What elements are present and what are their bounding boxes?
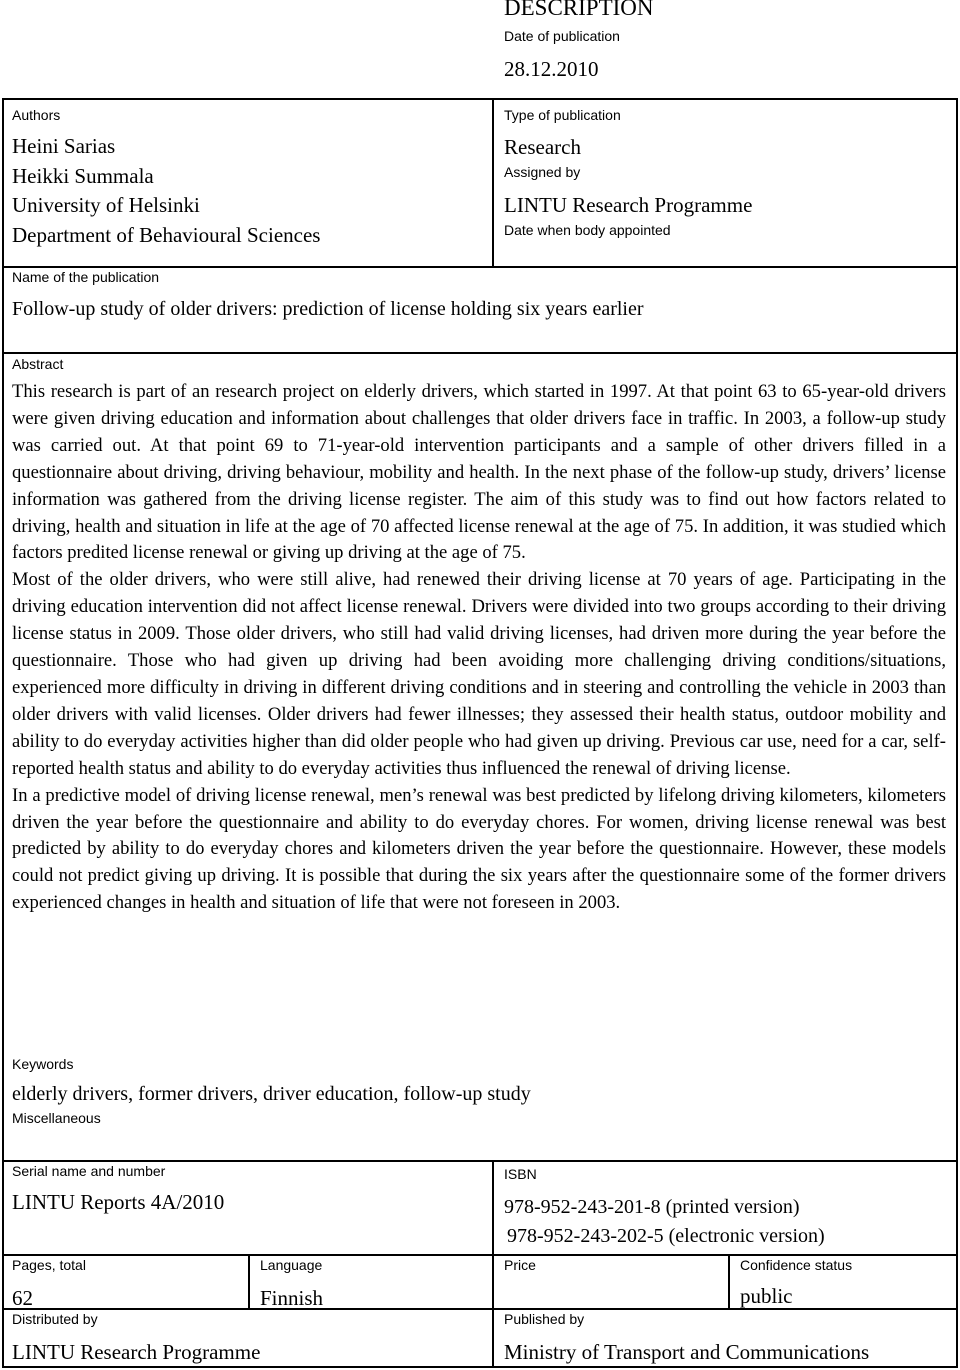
confidence-value: public bbox=[740, 1284, 793, 1308]
distributed-value: LINTU Research Programme bbox=[12, 1340, 261, 1364]
pages-value: 62 bbox=[12, 1286, 33, 1310]
abstract-paragraph: Most of the older drivers, who were still alive, had renewed their driving license at 70 years of age. Participating in the driving education intervention did not affect license renewal. Drivers were divided into two groups according to their driving license status in 2009. Those older drivers, who still had valid driving licenses, had driven more during the year before the questionnaire. Those who had given up driving had been avoiding more challenging driving conditions/situations, experienced more difficulty in driving in different driving conditions and in steering and controlling the vehicle in 2003 than older drivers with valid licenses. Older drivers had fewer illnesses; they assessed their health status, outdoor mobility and ability to do everyday activities higher than did older people who had given up driving. Previous car use, need for a car, self-reported health status and ability to do everyday activities thus influenced the renewal of driving license. bbox=[12, 569, 946, 779]
date-body-appointed-label: Date when body appointed bbox=[504, 222, 671, 238]
publication-type-value: Research bbox=[504, 135, 581, 159]
abstract-body bbox=[12, 379, 946, 917]
published-label: Published by bbox=[504, 1311, 585, 1327]
pages-top-rule bbox=[2, 1254, 958, 1256]
misc-bottom-rule bbox=[2, 1160, 958, 1162]
assigned-by-value: LINTU Research Programme bbox=[504, 193, 753, 217]
author-department: Department of Behavioural Sciences bbox=[12, 223, 321, 247]
price-label: Price bbox=[504, 1257, 536, 1273]
form-border-right bbox=[956, 98, 958, 1368]
abstract-paragraph: In a predictive model of driving license renewal, men’s renewal was best predicted by lifelong driving kilometers, kilometers driven the year before the questionnaire and ability to do everyday chores. For women, driving license renewal was best predicted by ability to do everyday chores and kilometers driven the year before the questionnaire. However, these models could not predict giving up driving. It is possible that during the six years after the questionnaire some of the former drivers experienced changes in health and situation of life that were not foreseen in 2003. bbox=[12, 784, 946, 914]
author-name: Heini Sarias bbox=[12, 134, 116, 158]
language-value: Finnish bbox=[260, 1286, 324, 1310]
confidence-divider bbox=[728, 1254, 730, 1310]
distributed-top-rule bbox=[2, 1308, 958, 1310]
language-label: Language bbox=[260, 1257, 323, 1273]
date-of-publication-value: 28.12.2010 bbox=[504, 57, 599, 81]
publication-name-value: Follow-up study of older drivers: prediction of license holding six years earlier bbox=[12, 298, 644, 320]
isbn-printed: 978-952-243-201-8 (printed version) bbox=[504, 1196, 800, 1218]
pages-label: Pages, total bbox=[12, 1257, 86, 1273]
form-border-left bbox=[2, 98, 4, 1368]
authors-label: Authors bbox=[12, 107, 61, 123]
header-divider bbox=[492, 98, 494, 268]
publication-name-label: Name of the publication bbox=[12, 269, 160, 285]
confidence-label: Confidence status bbox=[740, 1257, 853, 1273]
abstract-paragraph: This research is part of an research project on elderly drivers, which started in 1997. At that point 63 to 65-year-old drivers were given driving education and information about challenges that older drivers face in traffic. In 2003, a follow-up study was carried out. At that point 69 to 71-year-old intervention participants and a sample of other drivers filled in a questionnaire about driving, driving behaviour, mobility and health. In the next phase of the follow-up study, drivers’ license information was gathered from the driving license register. The aim of this study was to find out how factors related to driving, health and situation in life at the age of 70 affected license renewal at the age of 75. In addition, it was studied which factors predited license renewal or giving up driving at the age of 75. bbox=[12, 381, 946, 564]
publication-type-label: Type of publication bbox=[504, 107, 621, 123]
date-of-publication-label: Date of publication bbox=[504, 28, 620, 44]
published-value: Ministry of Transport and Communications bbox=[504, 1340, 870, 1364]
miscellaneous-label: Miscellaneous bbox=[12, 1110, 101, 1126]
keywords-value: elderly drivers, former drivers, driver education, follow-up study bbox=[12, 1083, 531, 1105]
description-heading: DESCRIPTION bbox=[504, 0, 654, 20]
author-name: Heikki Summala bbox=[12, 164, 154, 188]
abstract-label: Abstract bbox=[12, 356, 64, 372]
serial-divider bbox=[492, 1160, 494, 1368]
serial-value: LINTU Reports 4A/2010 bbox=[12, 1190, 225, 1214]
title-bottom-rule bbox=[2, 352, 958, 354]
distributed-label: Distributed by bbox=[12, 1311, 98, 1327]
isbn-electronic: 978-952-243-202-5 (electronic version) bbox=[507, 1225, 825, 1247]
serial-label: Serial name and number bbox=[12, 1163, 166, 1179]
author-affiliation: University of Helsinki bbox=[12, 193, 200, 217]
language-divider bbox=[248, 1254, 250, 1310]
assigned-by-label: Assigned by bbox=[504, 164, 581, 180]
keywords-label: Keywords bbox=[12, 1056, 74, 1072]
form-border-bottom bbox=[2, 1366, 958, 1368]
header-top-rule bbox=[2, 98, 958, 100]
isbn-label: ISBN bbox=[504, 1166, 537, 1182]
header-bottom-rule bbox=[2, 266, 958, 268]
